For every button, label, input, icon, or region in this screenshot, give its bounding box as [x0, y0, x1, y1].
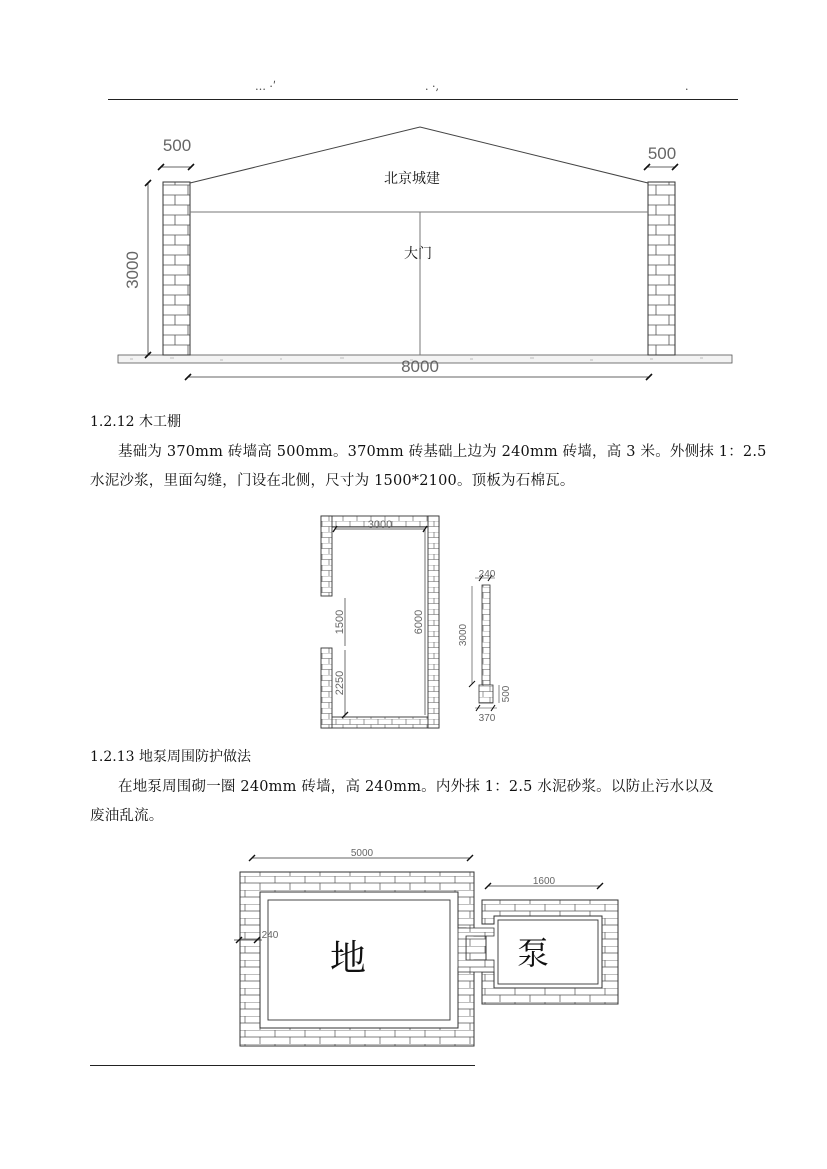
header-fragment-3: . — [685, 80, 689, 93]
header-rule — [108, 99, 738, 100]
dim-left-pillar: 500 — [162, 136, 192, 155]
left-pillar — [163, 182, 190, 355]
shed-left-wall-lower — [321, 648, 332, 728]
dim-section-base-w: 370 — [478, 713, 496, 724]
wall-section-base — [479, 685, 493, 703]
dim-width: 8000 — [401, 357, 439, 376]
paragraph-line: 基础为 370mm 砖墙高 500mm。370mm 砖基础上边为 240mm 砖墙，高 3 米。外侧抹 1：2.5 — [118, 444, 767, 460]
section-paragraph-1-2-13 — [90, 773, 750, 831]
section-paragraph-1-2-12 — [90, 438, 767, 496]
dim-height: 3000 — [123, 251, 142, 289]
dim-shed-right: 6000 — [413, 609, 425, 635]
dim-shed-door: 1500 — [334, 609, 346, 635]
dim-pump-small: 1600 — [532, 876, 556, 887]
gate-top-label: 北京城建 — [384, 171, 440, 187]
section-heading-1-2-13: 1.2.13 地泵周围防护做法 — [90, 749, 251, 765]
shed-bottom-wall — [321, 717, 439, 728]
wall-section-upper — [482, 585, 490, 685]
dim-pump-big: 5000 — [350, 848, 374, 859]
dim-shed-top: 3000 — [367, 519, 393, 531]
footer-rule — [90, 1065, 475, 1066]
dim-pump-wall: 240 — [261, 930, 279, 941]
label-right: 泵 — [516, 934, 550, 972]
shed-plan-figure — [315, 510, 520, 735]
dim-section-base-h: 500 — [501, 685, 512, 703]
dim-section-top: 240 — [478, 569, 496, 580]
header-fragment-1: ‥. ·ʹ — [255, 80, 276, 93]
section-heading-1-2-12: 1.2.12 木工棚 — [90, 414, 181, 430]
pump-plan-figure — [230, 848, 625, 1053]
dim-right-pillar: 500 — [647, 144, 677, 163]
right-pillar — [648, 182, 675, 355]
header-fragment-2: . ·, — [425, 80, 439, 93]
header-fragments — [255, 80, 715, 96]
gate-label: 大门 — [404, 246, 432, 262]
shed-left-wall-upper — [321, 516, 332, 596]
label-left: 地 — [329, 938, 367, 979]
dim-section-height: 3000 — [458, 623, 469, 647]
gate-elevation-figure — [110, 115, 740, 390]
dim-shed-lower: 2250 — [334, 670, 346, 696]
paragraph-line: 废油乱流。 — [90, 808, 164, 824]
paragraph-line: 水泥沙浆，里面勾缝，门设在北侧，尺寸为 1500*2100。顶板为石棉瓦。 — [90, 473, 575, 489]
paragraph-line: 在地泵周围砌一圈 240mm 砖墙，高 240mm。内外抹 1：2.5 水泥砂浆。以防止污水以及 — [118, 779, 714, 795]
shed-right-wall — [428, 516, 439, 728]
